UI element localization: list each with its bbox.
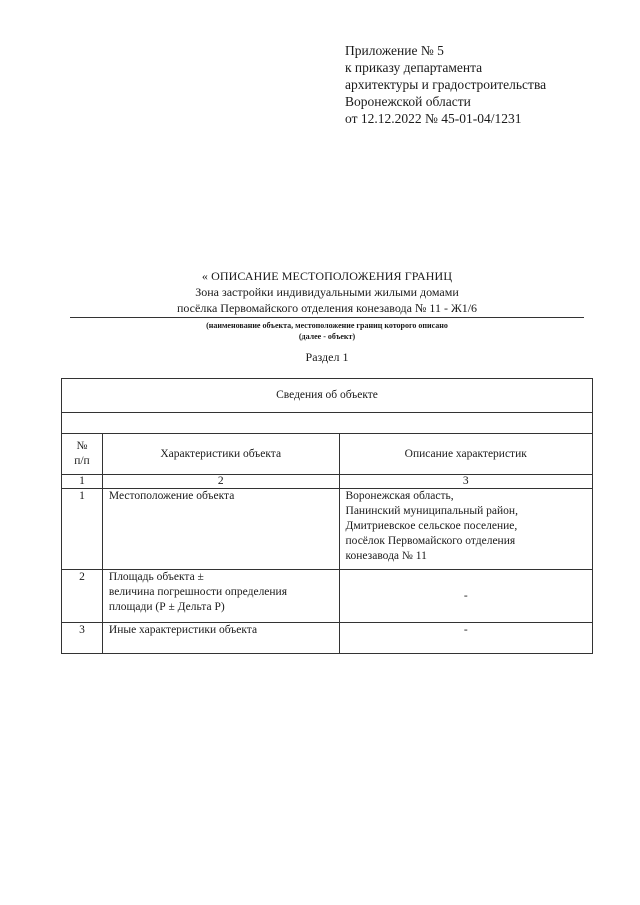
note-line: (наименование объекта, местоположение границ которого описано <box>206 321 448 330</box>
row-number: 2 <box>62 570 103 623</box>
underline-rule <box>70 317 584 318</box>
object-info-table <box>61 378 593 654</box>
table-row <box>62 623 593 654</box>
description-line: Панинский муниципальный район, <box>345 505 518 517</box>
col-header-num-line: № <box>76 440 88 452</box>
row-characteristic <box>102 570 339 623</box>
object-name-line: посёлка Первомайского отделения конезавода № 11 - Ж1/6 <box>176 301 478 315</box>
description-line: Дмитриевское сельское поселение, <box>345 520 518 532</box>
col-header-num <box>62 434 103 475</box>
table-row <box>62 489 593 570</box>
row-characteristic <box>102 489 339 570</box>
description-line: - <box>463 624 468 636</box>
appendix-line: Приложение № 5 <box>345 43 444 58</box>
table-heading-row <box>62 379 593 413</box>
col-header-characteristics: Характеристики объекта <box>102 434 339 475</box>
appendix-line: Воронежской области <box>345 94 471 109</box>
row-number: 3 <box>62 623 103 654</box>
characteristic-line: величина погрешности определения <box>108 586 288 598</box>
empty-cell <box>62 413 593 434</box>
description-line: - <box>463 589 468 602</box>
table-header-row <box>62 434 593 475</box>
title-block <box>70 268 584 364</box>
table-heading: Сведения об объекте <box>62 379 593 413</box>
index-cell: 2 <box>102 475 339 489</box>
row-description <box>339 623 592 654</box>
appendix-block <box>345 42 635 127</box>
description-line: Воронежская область, <box>345 490 454 502</box>
row-description <box>339 489 592 570</box>
row-number: 1 <box>62 489 103 570</box>
appendix-line: архитектуры и градостроительства <box>345 77 547 92</box>
description-line: конезавода № 11 <box>345 550 427 562</box>
appendix-line: к приказу департамента <box>345 60 483 75</box>
row-characteristic <box>102 623 339 654</box>
object-name-line: Зона застройки индивидуальными жилыми домами <box>195 285 459 299</box>
index-cell: 3 <box>339 475 592 489</box>
table-index-row <box>62 475 593 489</box>
index-cell: 1 <box>62 475 103 489</box>
col-header-num-line: п/п <box>74 455 90 467</box>
appendix-line: от 12.12.2022 № 45-01-04/1231 <box>345 111 522 126</box>
section-label: Раздел 1 <box>305 350 349 364</box>
table-row <box>62 570 593 623</box>
characteristic-line: Местоположение объекта <box>108 490 235 502</box>
document-title: « ОПИСАНИЕ МЕСТОПОЛОЖЕНИЯ ГРАНИЦ <box>201 269 453 283</box>
col-header-description: Описание характеристик <box>339 434 592 475</box>
table-empty-row <box>62 413 593 434</box>
note-line: (далее - объект) <box>298 332 356 341</box>
characteristic-line: Площадь объекта ± <box>108 571 204 583</box>
row-description <box>339 570 592 623</box>
description-line: посёлок Первомайского отделения <box>345 535 516 547</box>
characteristic-line: площади (Р ± Дельта Р) <box>108 601 225 613</box>
characteristic-line: Иные характеристики объекта <box>108 624 258 636</box>
